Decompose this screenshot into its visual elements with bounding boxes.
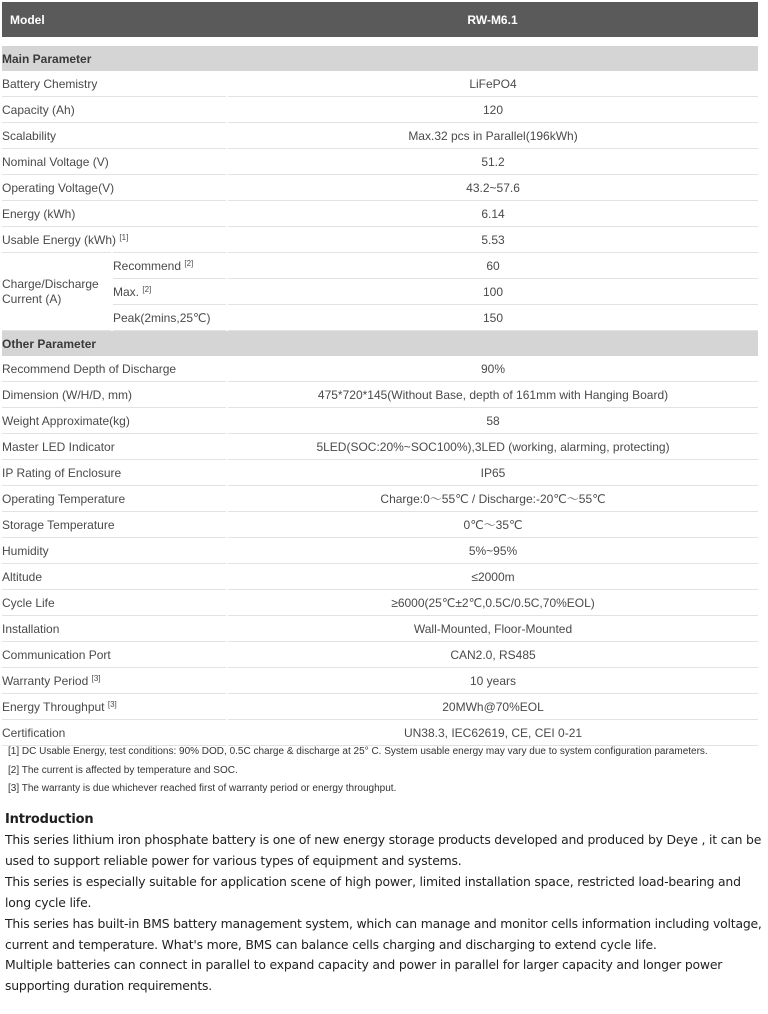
param-label: Battery Chemistry xyxy=(2,71,227,97)
param-value: Wall-Mounted, Floor-Mounted xyxy=(227,616,758,642)
param-label: Storage Temperature xyxy=(2,512,227,538)
current-label: Charge/Discharge Current (A) xyxy=(2,253,112,331)
param-value: 120 xyxy=(227,97,758,123)
param-label: Altitude xyxy=(2,564,227,590)
table-row xyxy=(2,279,758,305)
param-label: Weight Approximate(kg) xyxy=(2,408,227,434)
intro-paragraph: This series is especially suitable for application scene of high power, limited installation space, restricted load-bearing and long cycle life. xyxy=(5,873,741,910)
param-label: Capacity (Ah) xyxy=(2,97,227,123)
param-label: Nominal Voltage (V) xyxy=(2,149,227,175)
table-row xyxy=(2,175,758,201)
table-row xyxy=(2,538,758,564)
table-row xyxy=(2,97,758,123)
param-value: CAN2.0, RS485 xyxy=(227,642,758,668)
param-value: 5LED(SOC:20%~SOC100%),3LED (working, alarming, protecting) xyxy=(227,434,758,460)
table-row xyxy=(2,486,758,512)
model-name: RW-M6.1 xyxy=(227,2,758,37)
param-label: Energy (kWh) xyxy=(2,201,227,227)
param-value: 20MWh@70%EOL xyxy=(227,694,758,720)
footnote-3: [3] The warranty is due whichever reached first of warranty period or energy throughput. xyxy=(8,783,397,794)
param-label: Scalability xyxy=(2,123,227,149)
section-main-parameter: Main Parameter xyxy=(2,46,758,71)
table-row xyxy=(2,512,758,538)
param-value: 10 years xyxy=(227,668,758,694)
footnote-ref: [3] xyxy=(91,673,101,683)
introduction-title: Introduction xyxy=(5,812,94,827)
param-value: 51.2 xyxy=(227,149,758,175)
introduction-section xyxy=(5,810,765,997)
param-value: LiFePO4 xyxy=(227,71,758,97)
sub-param-label: Peak(2mins,25℃) xyxy=(112,305,227,331)
param-value: 6.14 xyxy=(227,201,758,227)
section-other-parameter: Other Parameter xyxy=(2,331,758,357)
param-label: Operating Voltage(V) xyxy=(2,175,227,201)
param-label: Operating Temperature xyxy=(2,486,227,512)
table-row xyxy=(2,460,758,486)
footnote-2: [2] The current is affected by temperature and SOC. xyxy=(8,764,238,776)
footnotes xyxy=(8,743,760,799)
param-label: Recommend Depth of Discharge xyxy=(2,356,227,382)
sub-param-label: Recommend [2] xyxy=(112,253,227,279)
param-value: 5.53 xyxy=(227,227,758,253)
param-label: Master LED Indicator xyxy=(2,434,227,460)
footnote-ref: [2] xyxy=(184,258,194,268)
param-label: Dimension (W/H/D, mm) xyxy=(2,382,227,408)
intro-paragraph: This series has built-in BMS battery management system, which can manage and monitor cells information including voltage, current and temperature. What's more, BMS can balance cells charging and discharging to extend cycle life. xyxy=(5,915,762,952)
table-row xyxy=(2,564,758,590)
footnote-ref: [2] xyxy=(142,284,152,294)
table-row xyxy=(2,71,758,97)
param-value: IP65 xyxy=(227,460,758,486)
intro-paragraph: This series lithium iron phosphate battery is one of new energy storage products developed and produced by Deye , it can be used to support reliable power for various types of equipment and systems. xyxy=(5,832,762,868)
table-row xyxy=(2,201,758,227)
param-label: IP Rating of Enclosure xyxy=(2,460,227,486)
param-value: 475*720*145(Without Base, depth of 161mm with Hanging Board) xyxy=(227,382,758,408)
table-row xyxy=(2,253,758,279)
param-value: 0℃～35℃ xyxy=(227,512,758,538)
table-row xyxy=(2,616,758,642)
table-row xyxy=(2,590,758,616)
table-row xyxy=(2,382,758,408)
param-value: 58 xyxy=(227,408,758,434)
model-header-label: Model xyxy=(2,2,227,37)
table-row xyxy=(2,434,758,460)
table-row xyxy=(2,694,758,720)
param-value: 43.2~57.6 xyxy=(227,175,758,201)
param-label: Energy Throughput [3] xyxy=(2,694,227,720)
table-header-row xyxy=(2,2,758,37)
table-row xyxy=(2,720,758,746)
table-row xyxy=(2,149,758,175)
param-label: Installation xyxy=(2,616,227,642)
table-row xyxy=(2,123,758,149)
param-value: Max.32 pcs in Parallel(196kWh) xyxy=(227,123,758,149)
table-row xyxy=(2,305,758,331)
footnote-ref: [3] xyxy=(107,699,117,709)
param-label: Cycle Life xyxy=(2,590,227,616)
param-value: ≤2000m xyxy=(227,564,758,590)
table-row xyxy=(2,408,758,434)
table-row xyxy=(2,642,758,668)
table-row xyxy=(2,356,758,382)
param-label: Certification xyxy=(2,720,227,746)
param-label: Humidity xyxy=(2,538,227,564)
spec-table xyxy=(2,2,758,746)
footnote-ref: [1] xyxy=(119,232,129,242)
param-label xyxy=(2,227,227,253)
param-value: Charge:0～55℃ / Discharge:-20℃～55℃ xyxy=(227,486,758,512)
param-value: 90% xyxy=(227,356,758,382)
param-label: Warranty Period [3] xyxy=(2,668,227,694)
sub-param-label: Max. [2] xyxy=(112,279,227,305)
param-label: Communication Port xyxy=(2,642,227,668)
param-value: ≥6000(25℃±2℃,0.5C/0.5C,70%EOL) xyxy=(227,590,758,616)
param-value: UN38.3, IEC62619, CE, CEI 0-21 xyxy=(227,720,758,746)
param-value: 5%~95% xyxy=(227,538,758,564)
param-label-text: Usable Energy (kWh) xyxy=(2,232,117,247)
table-row xyxy=(2,227,758,253)
param-value: 60 xyxy=(227,253,758,279)
param-value: 100 xyxy=(227,279,758,305)
param-value: 150 xyxy=(227,305,758,331)
footnote-1: [1] DC Usable Energy, test conditions: 90% DOD, 0.5C charge & discharge at 25° C. System usable energy may vary due to system configuration parameters. xyxy=(8,746,708,757)
table-row xyxy=(2,668,758,694)
intro-paragraph: Multiple batteries can connect in parallel to expand capacity and power in parallel for larger capacity and longer power supporting duration requirements. xyxy=(5,957,723,994)
